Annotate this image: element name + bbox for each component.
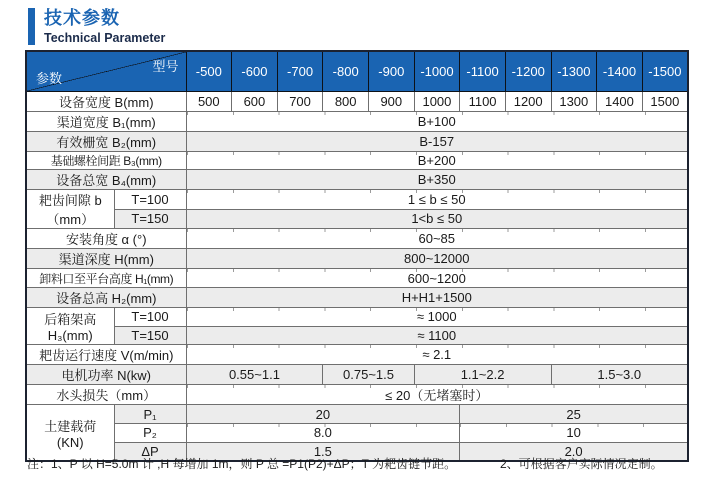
value-cell: ≈ 1100: [186, 326, 688, 345]
model-header: -1100: [460, 51, 506, 91]
model-header: -1400: [597, 51, 643, 91]
row-label-civil-load: [26, 405, 114, 461]
page-title: 技术参数: [44, 8, 120, 28]
label-line: 土建载荷: [44, 418, 97, 434]
label-line: （mm）: [46, 212, 95, 228]
value-cell: 600: [232, 91, 278, 111]
title-accent-bar: [28, 8, 35, 45]
model-header: -1000: [414, 51, 460, 91]
row-label: 设备宽度 B(mm): [26, 91, 186, 111]
value-cell: 500: [186, 91, 232, 111]
value-cell: ≤ 20（无堵塞时）: [186, 385, 688, 405]
row-discharge-height: [26, 269, 688, 288]
label-line: (KN): [56, 434, 84, 450]
row-label: 渠道宽度 B₁(mm): [26, 111, 186, 131]
value-cell: ≈ 1000: [186, 307, 688, 326]
row-rear-frame-t100: [26, 307, 688, 326]
value-cell: 1100: [460, 91, 506, 111]
value-cell: B-157: [186, 131, 688, 151]
row-label: 水头损失（mm）: [26, 385, 186, 405]
value-cell: 800~12000: [186, 249, 688, 269]
label-line: H₃(mm): [47, 328, 93, 344]
row-total-width: [26, 170, 688, 190]
value-cell: 800: [323, 91, 369, 111]
model-header: -1300: [551, 51, 597, 91]
value-cell: 1000: [414, 91, 460, 111]
value-cell: 700: [277, 91, 323, 111]
model-header: -1200: [505, 51, 551, 91]
value-cell: B+100: [186, 111, 688, 131]
sub-label: P₁: [114, 405, 186, 424]
value-cell: 1200: [505, 91, 551, 111]
sub-label: T=100: [114, 307, 186, 326]
row-device-width: [26, 91, 688, 111]
row-tooth-gap-t100: [26, 190, 688, 210]
row-label: 有效栅宽 B₂(mm): [26, 131, 186, 151]
value-cell: ≈ 2.1: [186, 345, 688, 365]
row-civil-load-p2: [26, 423, 688, 442]
model-header: -600: [232, 51, 278, 91]
label-line: 耙齿间隙 b: [38, 193, 102, 209]
diagonal-corner-cell: [26, 51, 186, 91]
model-header: -700: [277, 51, 323, 91]
row-rear-frame-t150: [26, 326, 688, 345]
row-label: 基础螺栓间距 B₃(mm): [26, 151, 186, 170]
value-cell: 1500: [642, 91, 688, 111]
title-text: [44, 8, 165, 45]
row-label: 渠道深度 H(mm): [26, 249, 186, 269]
model-header: -500: [186, 51, 232, 91]
sub-label: ΔP: [114, 442, 186, 461]
table-header-row: [26, 51, 688, 91]
footer-note-1: 注：1、P 以 H=5.0m 计 ,H 每增加 1m，则 P 总 =P1(P2)+ΔP；T 为耙齿链节距。: [27, 457, 457, 471]
row-label-rear-frame-height: [26, 307, 114, 344]
row-channel-width: [26, 111, 688, 131]
row-channel-depth: [26, 249, 688, 269]
value-cell: 8.0: [186, 423, 460, 442]
model-header: -800: [323, 51, 369, 91]
row-label: 耙齿运行速度 V(m/min): [26, 345, 186, 365]
value-cell: B+200: [186, 151, 688, 170]
value-cell: 0.55~1.1: [186, 365, 323, 385]
row-label: 电机功率 N(kw): [26, 365, 186, 385]
value-cell: 60~85: [186, 229, 688, 249]
model-header: -900: [369, 51, 415, 91]
value-cell: H+H1+1500: [186, 287, 688, 307]
row-label: 设备总宽 B₄(mm): [26, 170, 186, 190]
sub-label: T=150: [114, 326, 186, 345]
page-subtitle: Technical Parameter: [44, 30, 166, 45]
sub-label: P₂: [114, 423, 186, 442]
corner-label-parameter: 参数: [36, 70, 63, 86]
value-cell: B+350: [186, 170, 688, 190]
value-cell: 1.5: [186, 442, 460, 461]
value-cell: 1<b ≤ 50: [186, 209, 688, 229]
value-cell: 1 ≤ b ≤ 50: [186, 190, 688, 210]
row-tooth-gap-t150: [26, 209, 688, 229]
row-label: 安装角度 α (°): [26, 229, 186, 249]
row-label-tooth-gap: [26, 190, 114, 229]
row-motor-power: [26, 365, 688, 385]
label-line: 后箱架高: [44, 312, 97, 328]
technical-parameter-table: [25, 50, 689, 462]
value-cell: 2.0: [460, 442, 688, 461]
model-header: -1500: [642, 51, 688, 91]
row-label: 设备总高 H₂(mm): [26, 287, 186, 307]
value-cell: 1400: [597, 91, 643, 111]
row-total-height: [26, 287, 688, 307]
row-tooth-speed: [26, 345, 688, 365]
value-cell: 0.75~1.5: [323, 365, 414, 385]
sub-label: T=100: [114, 190, 186, 210]
row-effective-grid-width: [26, 131, 688, 151]
corner-label-model: 型号: [152, 59, 179, 74]
value-cell: 20: [186, 405, 460, 424]
title-block: [28, 8, 165, 45]
value-cell: 600~1200: [186, 269, 688, 288]
value-cell: 1.1~2.2: [414, 365, 551, 385]
value-cell: 25: [460, 405, 688, 424]
row-civil-load-p1: [26, 405, 688, 424]
sub-label: T=150: [114, 209, 186, 229]
row-bolt-spacing: [26, 151, 688, 170]
value-cell: 10: [460, 423, 688, 442]
row-label: 卸料口至平台高度 H₁(mm): [26, 269, 186, 288]
value-cell: 1.5~3.0: [551, 365, 688, 385]
row-head-loss: [26, 385, 688, 405]
row-install-angle: [26, 229, 688, 249]
value-cell: 900: [369, 91, 415, 111]
footer-note-2: 2、可根据客户实际情况定制。: [500, 457, 663, 471]
value-cell: 1300: [551, 91, 597, 111]
